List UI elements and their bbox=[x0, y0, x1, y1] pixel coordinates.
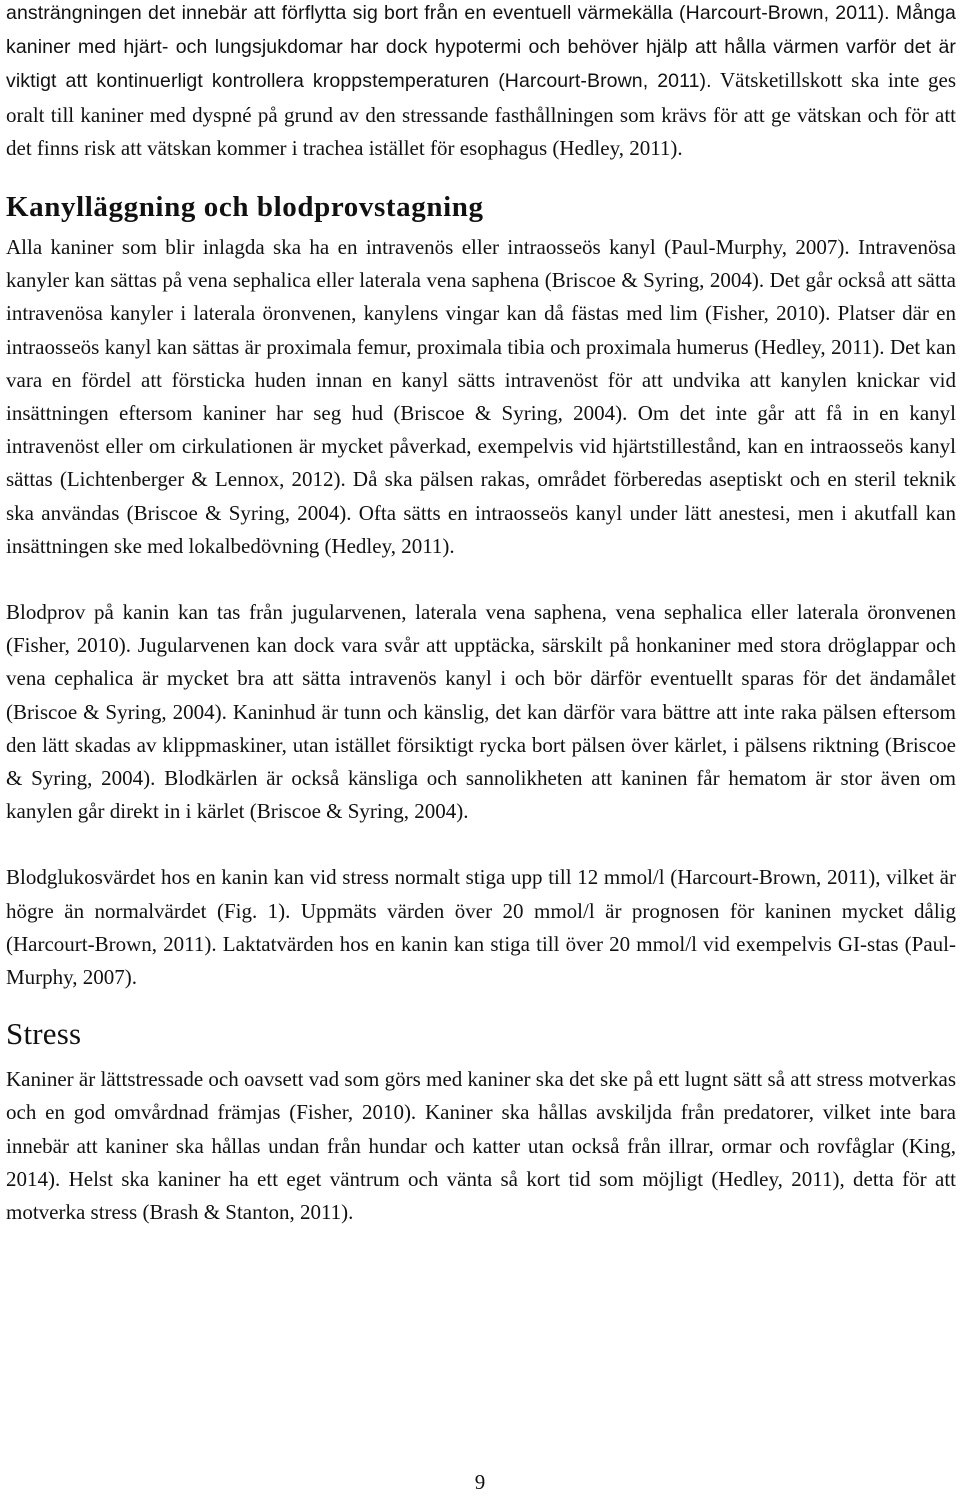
paragraph-kanyllaggning: Alla kaniner som blir inlagda ska ha en intravenös eller intraosseös kanyl (Paul-Murphy, 2007). Intravenösa kanyler kan sättas på vena sephalica eller laterala vena saphena (Briscoe & Syring, 2004). Det går också att sätta intravenösa kanyler i laterala öronvenen, kanylens vingar kan då fästas med lim (Fisher, 2010). Platser där en intraosseös kanyl kan sättas är proximala femur, proximala tibia och proximala humerus (Hedley, 2011). Det kan vara en fördel att försticka huden innan en kanyl sätts intravenöst för att undvika att kanylen knickar vid insättningen eftersom kaniner har seg hud (Briscoe & Syring, 2004). Om det inte går att få in en kanyl intravenöst eller om cirkulationen är mycket påverkad, exempelvis vid hjärtstillestånd, kan en intraosseös kanyl sättas (Lichtenberger & Lennox, 2012). Då ska pälsen rakas, området förberedas aseptiskt och en steril teknik ska användas (Briscoe & Syring, 2004). Ofta sätts en intraosseös kanyl under lätt anestesi, men i akutfall kan insättningen ske med lokalbedövning (Hedley, 2011). bbox=[6, 235, 956, 558]
page-number: 9 bbox=[474, 1470, 486, 1494]
paragraph-continuation-sans-text: ansträngningen det innebär att förflytta sig bort från en eventuell värmekälla (Harcourt-Brown, 2011). Många kaniner med hjärt- och lungsjukdomar har dock hypotermi och behöver hjälp att hålla värmen varför det är viktigt att kontinuerligt kontrollera kroppstemperaturen (Harcourt-Brown, 2011). bbox=[6, 2, 956, 93]
paragraph-blodprov: Blodprov på kanin kan tas från jugularvenen, laterala vena saphena, vena sephalica eller laterala öronvenen (Fisher, 2010). Jugularvenen kan dock vara svår att upptäcka, särskilt på honkaniner med stora dröglappar och vena cephalica är mycket bra att sätta intravenös kanyl i och bör därför eventuellt sparas för det ändamålet (Briscoe & Syring, 2004). Kaninhud är tunn och känslig, det kan därför vara bättre att inte raka pälsen eftersom den lätt skadas av klippmaskiner, utan istället försiktigt rycka bort pälsen över kärlet, i pälsens riktning (Briscoe & Syring, 2004). Blodkärlen är också känsliga och sannolikheten att kaninen får hematom är stor även om kanylen går direkt in i kärlet (Briscoe & Syring, 2004). bbox=[6, 600, 956, 824]
section-heading-kanyllaggning: Kanylläggning och blodprovstagning bbox=[6, 191, 484, 224]
section-heading-stress: Stress bbox=[6, 1016, 82, 1052]
paragraph-continuation-serif-text: Vätsketillskott ska inte ges oralt till kaniner med dyspné på grund av den stressande fasthållningen som krävs för att ge vätskan och för att det finns risk att vätskan kommer i trachea istället för esophagus (Hedley, 2011). bbox=[6, 68, 956, 160]
paragraph-continuation bbox=[6, 0, 956, 165]
paragraph-stress: Kaniner är lättstressade och oavsett vad som görs med kaniner ska det ske på ett lugnt sätt så att stress motverkas och en god omvårdnad främjas (Fisher, 2010). Kaniner ska hållas avskiljda från predatorer, vilket inte bara innebär att kaniner ska hållas undan från hundar och katter utan också från illrar, ormar och rovfåglar (King, 2014). Helst ska kaniner ha ett eget väntrum och vänta så kort tid som möjligt (Hedley, 2011), detta för att motverka stress (Brash & Stanton, 2011). bbox=[6, 1067, 956, 1225]
document-page bbox=[6, 0, 956, 1229]
paragraph-blodglukos: Blodglukosvärdet hos en kanin kan vid stress normalt stiga upp till 12 mmol/l (Harcourt-Brown, 2011), vilket är högre än normalvärdet (Fig. 1). Uppmäts värden över 20 mmol/l är prognosen för kaninen mycket dålig (Harcourt-Brown, 2011). Laktatvärden hos en kanin kan stiga till över 20 mmol/l vid exempelvis GI-stas (Paul-Murphy, 2007). bbox=[6, 865, 956, 990]
